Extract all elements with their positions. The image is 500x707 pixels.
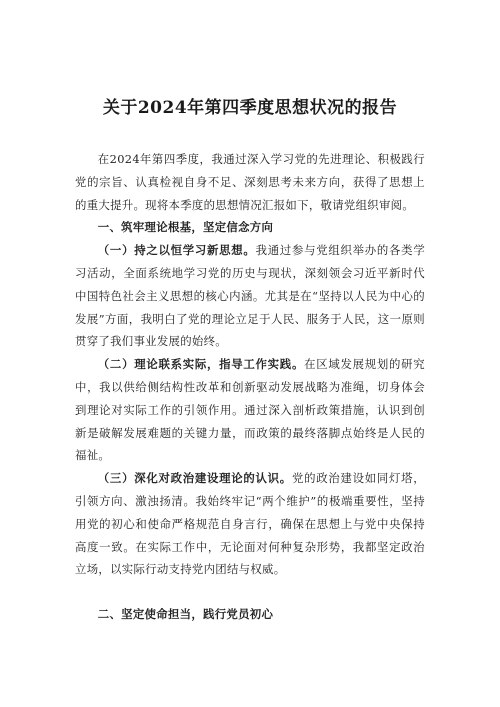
document-title: 关于2024年第四季度思想状况的报告 (102, 98, 398, 118)
section-2-heading: 二、坚定使命担当，践行党员初心 (97, 607, 274, 622)
section-1-item-2 (75, 353, 425, 467)
section-1-item-1 (75, 239, 425, 353)
item-1-label: （一）持之以恒学习新思想。 (97, 243, 256, 258)
section-1-heading: 一、筑牢理论根基，坚定信念方向 (97, 220, 274, 235)
section-1-item-3 (75, 467, 425, 581)
intro-paragraph: 在2024年第四季度，我通过深入学习党的先进理论、积极践行党的宗旨、认真检视自身不足、深刻思考未来方向，获得了思想上的重大提升。现将本季度的思想情况汇报如下，敬请党组织审阅。 (75, 152, 425, 212)
item-3-text: 党的政治建设如同灯塔，引领方向、激浊扬清。我始终牢记“两个维护”的极端重要性，坚持用党的初心和使命严格规范自身言行，确保在思想上与党中央保持高度一致。在实际工作中，无论面对何种复杂形势，我都坚定政治立场，以实际行动支持党内团结与权威。 (75, 471, 425, 577)
item-2-text: 在区域发展规划的研究中，我以供给侧结构性改革和创新驱动发展战略为准绳，切身体会到理论对实际工作的引领作用。通过深入剖析政策措施，认识到创新是破解发展难题的关键力量，而政策的最终落脚点始终是人民的福祉。 (75, 357, 425, 463)
section-spacer (75, 581, 425, 603)
document-body (75, 148, 425, 626)
item-2-label: （二）理论联系实际，指导工作实践。 (97, 357, 305, 372)
item-3-label: （三）深化对政治建设理论的认识。 (97, 471, 292, 486)
item-1-text: 我通过参与党组织举办的各类学习活动，全面系统地学习党的历史与现状，深刻领会习近平新时代中国特色社会主义思想的核心内涵。尤其是在“坚持以人民为中心的发展”方面，我明白了党的理论立足于人民、服务于人民，这一原则贯穿了我们事业发展的始终。 (75, 243, 426, 349)
